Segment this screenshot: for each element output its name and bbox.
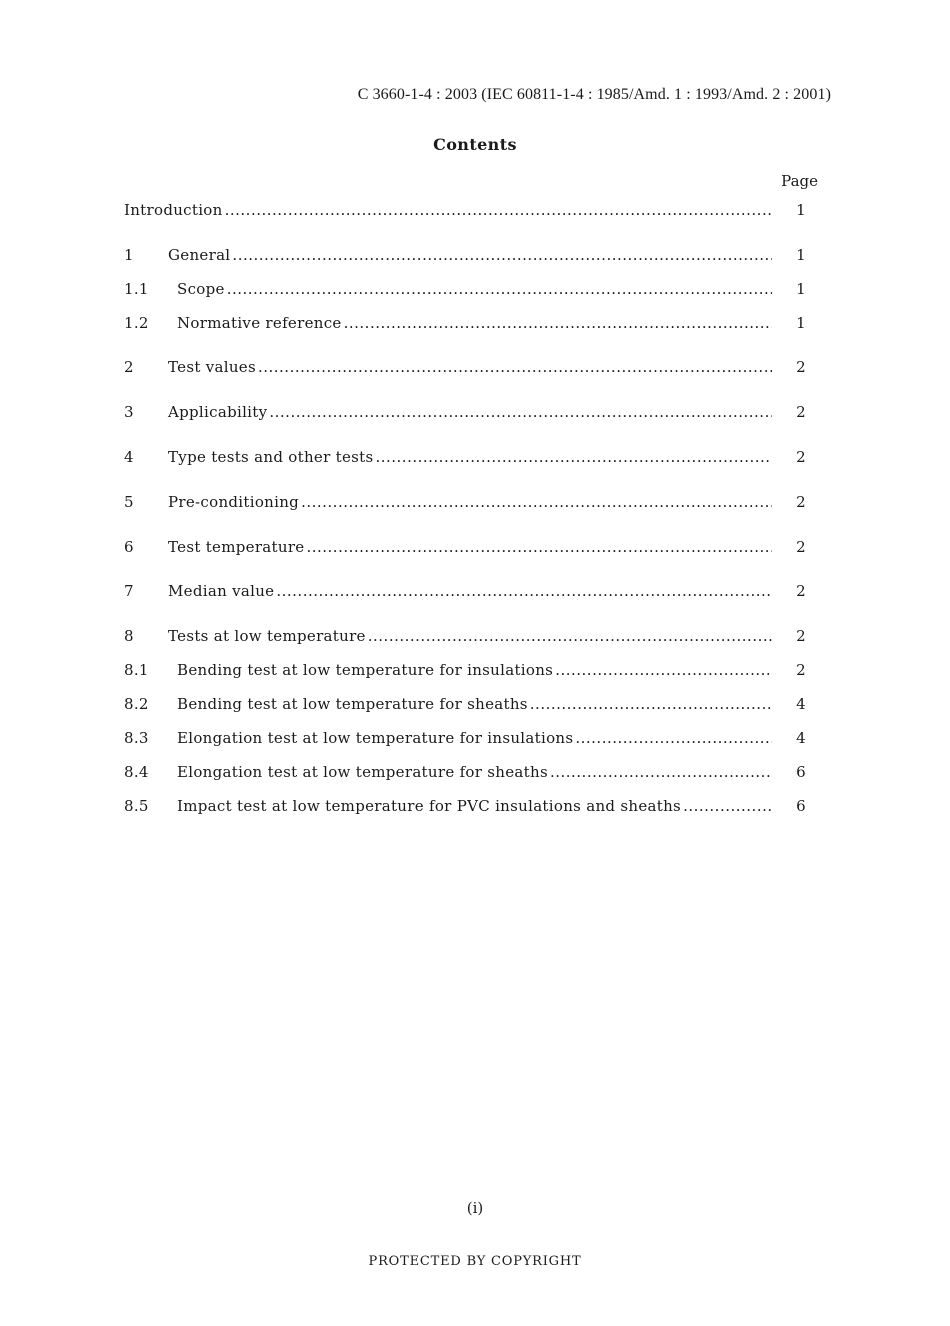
toc-entry-title: Impact test at low temperature for PVC insulations and sheaths — [177, 797, 682, 815]
toc-entry-title: Test temperature — [168, 538, 305, 556]
toc-entry-8-4[interactable] — [124, 763, 816, 785]
toc-entry-page: 2 — [796, 538, 806, 556]
toc-entry-title: Normative reference — [177, 314, 342, 332]
dot-leader — [530, 695, 772, 713]
toc-entry-page: 1 — [796, 280, 806, 298]
toc-entry-7[interactable] — [124, 582, 816, 604]
toc-entry-number: 8.1 — [124, 661, 149, 679]
toc-leader — [168, 493, 772, 511]
toc-entry-title: General — [168, 246, 231, 264]
dot-leader — [232, 246, 772, 264]
toc-entry-number: 8.4 — [124, 763, 149, 781]
dot-leader — [368, 627, 772, 645]
toc-leader — [168, 403, 772, 421]
toc-entry-number: 1.1 — [124, 280, 149, 298]
toc-leader — [177, 797, 772, 815]
toc-entry-title: Median value — [168, 582, 275, 600]
toc-entry-page: 1 — [796, 201, 806, 219]
dot-leader — [227, 280, 772, 298]
toc-entry-page: 6 — [796, 797, 806, 815]
toc-entry-2[interactable] — [124, 358, 816, 380]
toc-entry-title: Type tests and other tests — [168, 448, 374, 466]
toc-entry-6[interactable] — [124, 538, 816, 560]
toc-leader — [168, 246, 772, 264]
toc-entry-title: Elongation test at low temperature for sheaths — [177, 763, 548, 781]
toc-entry-title: Scope — [177, 280, 225, 298]
dot-leader — [683, 797, 772, 815]
toc-entry-title: Elongation test at low temperature for insulations — [177, 729, 574, 747]
toc-entry-title: Test values — [168, 358, 256, 376]
toc-entry-1[interactable] — [124, 246, 816, 268]
toc-entry-number: 6 — [124, 538, 134, 556]
dot-leader — [225, 201, 772, 219]
toc-leader — [177, 314, 772, 332]
toc-entry-4[interactable] — [124, 448, 816, 470]
toc-entry-5[interactable] — [124, 493, 816, 515]
toc-entry-number: 8.5 — [124, 797, 149, 815]
toc-leader — [168, 627, 772, 645]
toc-entry-number: 3 — [124, 403, 134, 421]
toc-entry-page: 1 — [796, 246, 806, 264]
toc-entry-title: Bending test at low temperature for sheaths — [177, 695, 528, 713]
toc-leader — [177, 695, 772, 713]
toc-entry-number: 1.2 — [124, 314, 149, 332]
dot-leader — [306, 538, 772, 556]
dot-leader — [344, 314, 772, 332]
copyright-notice: PROTECTED BY COPYRIGHT — [368, 1254, 582, 1269]
toc-entry-page: 4 — [796, 729, 806, 747]
toc-entry-8[interactable] — [124, 627, 816, 649]
toc-entry-page: 2 — [796, 627, 806, 645]
toc-entry-page: 1 — [796, 314, 806, 332]
toc-leader — [177, 763, 772, 781]
toc-entry-8-3[interactable] — [124, 729, 816, 751]
toc-leader — [168, 448, 772, 466]
toc-entry-3[interactable] — [124, 403, 816, 425]
toc-leader — [124, 201, 772, 219]
dot-leader — [555, 661, 772, 679]
dot-leader — [301, 493, 772, 511]
toc-leader — [168, 358, 772, 376]
toc-entry-number: 5 — [124, 493, 134, 511]
toc-leader — [177, 729, 772, 747]
dot-leader — [276, 582, 772, 600]
toc-leader — [177, 661, 772, 679]
toc-leader — [177, 280, 772, 298]
toc-entry-page: 2 — [796, 448, 806, 466]
toc-entry-title: Pre-conditioning — [168, 493, 300, 511]
toc-leader — [168, 582, 772, 600]
toc-entry-page: 2 — [796, 582, 806, 600]
toc-entry-page: 6 — [796, 763, 806, 781]
toc-entry-page: 4 — [796, 695, 806, 713]
toc-entry-8-1[interactable] — [124, 661, 816, 683]
toc-entry-1-2[interactable] — [124, 314, 816, 336]
toc-entry-page: 2 — [796, 661, 806, 679]
toc-entry-number: 7 — [124, 582, 134, 600]
toc-leader — [168, 538, 772, 556]
toc-entry-title: Bending test at low temperature for insulations — [177, 661, 554, 679]
toc-entry-number: 8 — [124, 627, 134, 645]
dot-leader — [269, 403, 772, 421]
toc-entry-number: 1 — [124, 246, 134, 264]
toc-entry-1-1[interactable] — [124, 280, 816, 302]
toc-entry-8-2[interactable] — [124, 695, 816, 717]
toc-entry-page: 2 — [796, 493, 806, 511]
toc-entry-number: 8.3 — [124, 729, 149, 747]
page-column-label: Page — [781, 172, 818, 190]
dot-leader — [375, 448, 772, 466]
dot-leader — [550, 763, 772, 781]
toc-entry-title: Applicability — [168, 403, 268, 421]
document-id-header: C 3660-1-4 : 2003 (IEC 60811-1-4 : 1985/Amd. 1 : 1993/Amd. 2 : 2001) — [357, 86, 831, 103]
dot-leader — [575, 729, 772, 747]
page-folio: (i) — [466, 1199, 484, 1217]
toc-entry-introduction[interactable] — [124, 201, 816, 223]
dot-leader — [258, 358, 772, 376]
toc-entry-8-5[interactable] — [124, 797, 816, 819]
toc-entry-title: Tests at low temperature — [168, 627, 366, 645]
toc-entry-number: 4 — [124, 448, 134, 466]
toc-entry-page: 2 — [796, 358, 806, 376]
toc-entry-page: 2 — [796, 403, 806, 421]
toc-entry-number: 2 — [124, 358, 134, 376]
toc-entry-title: Introduction — [124, 201, 223, 219]
contents-title: Contents — [433, 135, 517, 154]
toc-entry-number: 8.2 — [124, 695, 149, 713]
